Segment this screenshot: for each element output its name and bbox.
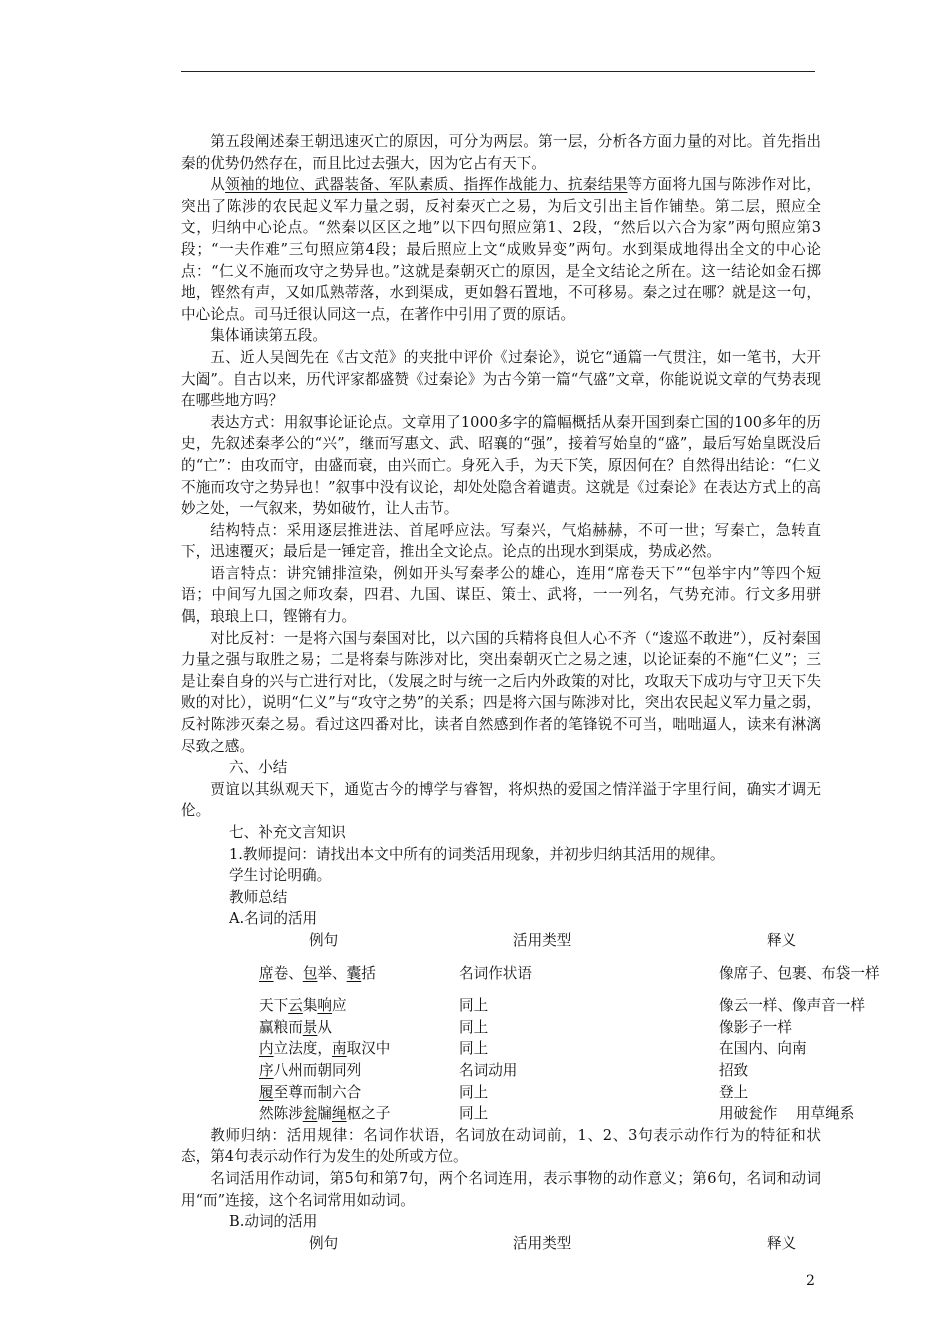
section-heading: 六、小结 xyxy=(229,759,288,777)
column-header: 例句 xyxy=(309,1234,339,1252)
paragraph: 五、近人吴闿先在《古文范》的夹批中评价《过秦论》，说它“通篇一气贯注，如一笔书，大开大阖”。自古以来，历代评家都盛赞《过秦论》为古今第一篇“气盛”文章，你能说说文章的气势表现在哪些地方吗？ xyxy=(181,348,821,410)
table-row: 序八州而朝同列 名词动用 招致 xyxy=(259,1061,749,1079)
table-row: 然陈涉瓮牖绳枢之子 同上 用破瓮作 用草绳系 xyxy=(259,1105,855,1123)
table-b-header xyxy=(259,1233,821,1255)
column-header: 释义 xyxy=(767,1234,797,1252)
paragraph: 贾谊以其纵观天下，通览古今的博学与睿智，将炽热的爱国之情洋溢于字里行间，确实才调无伦。 xyxy=(181,780,821,820)
column-header: 释义 xyxy=(767,931,797,949)
table-row: 天下云集响应 同上 像云一样、像声音一样 xyxy=(259,997,865,1015)
paragraph: 从领袖的地位、武器装备、军队素质、指挥作战能力、抗秦结果等方面将九国与陈涉作对比，突出了陈涉的农民起义军力量之弱，反衬秦灭亡之易，为后文引出主旨作铺垫。第二层，照应全文，归纳中心论点。“然秦以区区之地”以下四句照应第1、2段，“然后以六合为家”两句照应第3段；“一夫作难”三句照应第4段；最后照应上文“成败异变”两句。水到渠成地得出全文的中心论点：“仁义不施而攻守之势异也。”这就是秦朝灭亡的原因，是全文结论之所在。这一结论如金石掷地，铿然有声，又如瓜熟蒂落，水到渠成，更如磐石置地，不可移易。秦之过在哪？就是这一句，中心论点。司马迁很认同这一点，在著作中引用了贾的原话。 xyxy=(181,176,821,323)
paragraph: 学生讨论明确。 xyxy=(229,867,332,885)
subheading: B.动词的活用 xyxy=(229,1213,318,1231)
column-header: 活用类型 xyxy=(513,1234,572,1252)
table-row: 内立法度，南取汉中 同上 在国内、向南 xyxy=(259,1040,807,1058)
paragraph: 教师归纳：活用规律：名词作状语，名词放在动词前，1、2、3句表示动作行为的特征和状态，第4句表示动作行为发生的处所或方位。 xyxy=(181,1126,821,1166)
paragraph: 语言特点：讲究铺排渲染，例如开头写秦孝公的雄心，连用“席卷天下”“包举宇内”等四个短语；中间写九国之师攻秦，四君、九国、谋臣、策士、武将，一一列名，气势充沛。行文多用骈偶，琅琅上口，铿锵有力。 xyxy=(181,564,821,626)
column-header: 活用类型 xyxy=(513,931,572,949)
paragraph: 1.教师提问：请找出本文中所有的词类活用现象，并初步归纳其活用的规律。 xyxy=(229,845,725,863)
subheading: A.名词的活用 xyxy=(229,910,318,928)
paragraph: 结构特点：采用逐层推进法、首尾呼应法。写秦兴，气焰赫赫，不可一世；写秦亡，急转直下，迅速覆灭；最后是一锤定音，推出全文论点。论点的出现水到渠成，势成必然。 xyxy=(181,521,821,561)
paragraph: 教师总结 xyxy=(229,888,288,906)
table-row: 席卷、包举、囊括 名词作状语 像席子、包裹、布袋一样 xyxy=(259,964,880,982)
paragraph: 集体诵读第五段。 xyxy=(210,327,327,345)
document-body xyxy=(181,131,880,1254)
paragraph: 第五段阐述秦王朝迅速灭亡的原因，可分为两层。第一层，分析各方面力量的对比。首先指出秦的优势仍然存在，而且比过去强大，因为它占有天下。 xyxy=(181,133,821,172)
underlined-text: 领袖的地位、武器装备、军队素质、指挥作战能力、抗秦结果 xyxy=(225,176,628,194)
table-row: 履至尊而制六合 同上 登上 xyxy=(259,1083,749,1101)
paragraph: 名词活用作动词，第5句和第7句，两个名词连用，表示事物的动作意义；第6句，名词和动词用“而”连接，这个名词常用如动词。 xyxy=(181,1169,821,1209)
section-heading: 七、补充文言知识 xyxy=(229,824,346,841)
page-number: 2 xyxy=(806,1273,815,1289)
column-header: 例句 xyxy=(309,931,339,949)
table-row: 赢粮而景从 同上 像影子一样 xyxy=(259,1018,792,1036)
header-rule xyxy=(181,71,815,72)
paragraph: 表达方式：用叙事论证论点。文章用了1000多字的篇幅概括从秦开国到秦亡国的100多年的历史，先叙述秦孝公的“兴”，继而写惠文、武、昭襄的“强”，接着写始皇的“盛”，最后写始皇既没后的“亡”：由攻而守，由盛而衰，由兴而亡。身死入手，为天下笑，原因何在？自然得出结论：“仁义不施而攻守之势异也！”叙事中没有议论，却处处隐含着谴责。这就是《过秦论》在表达方式上的高妙之处，一气叙来，势如破竹，让人击节。 xyxy=(181,413,821,518)
paragraph: 对比反衬：一是将六国与秦国对比，以六国的兵精将良但人心不齐（“逡巡不敢进”），反衬秦国力量之强与取胜之易；二是将秦与陈涉对比，突出秦朝灭亡之易之速，以论证秦的不施“仁义”；三是让秦自身的兴与亡进行对比，（发展之时与统一之后内外政策的对比，攻取天下成功与守卫天下失败的对比），说明“仁义”与“攻守之势”的关系；四是将六国与陈涉对比，突出农民起义军力量之弱，反衬陈涉灭秦之易。看过这四番对比，读者自然感到作者的笔锋锐不可当，咄咄逼人，读来有淋漓尽致之感。 xyxy=(181,629,821,755)
table-a-header xyxy=(259,930,821,952)
